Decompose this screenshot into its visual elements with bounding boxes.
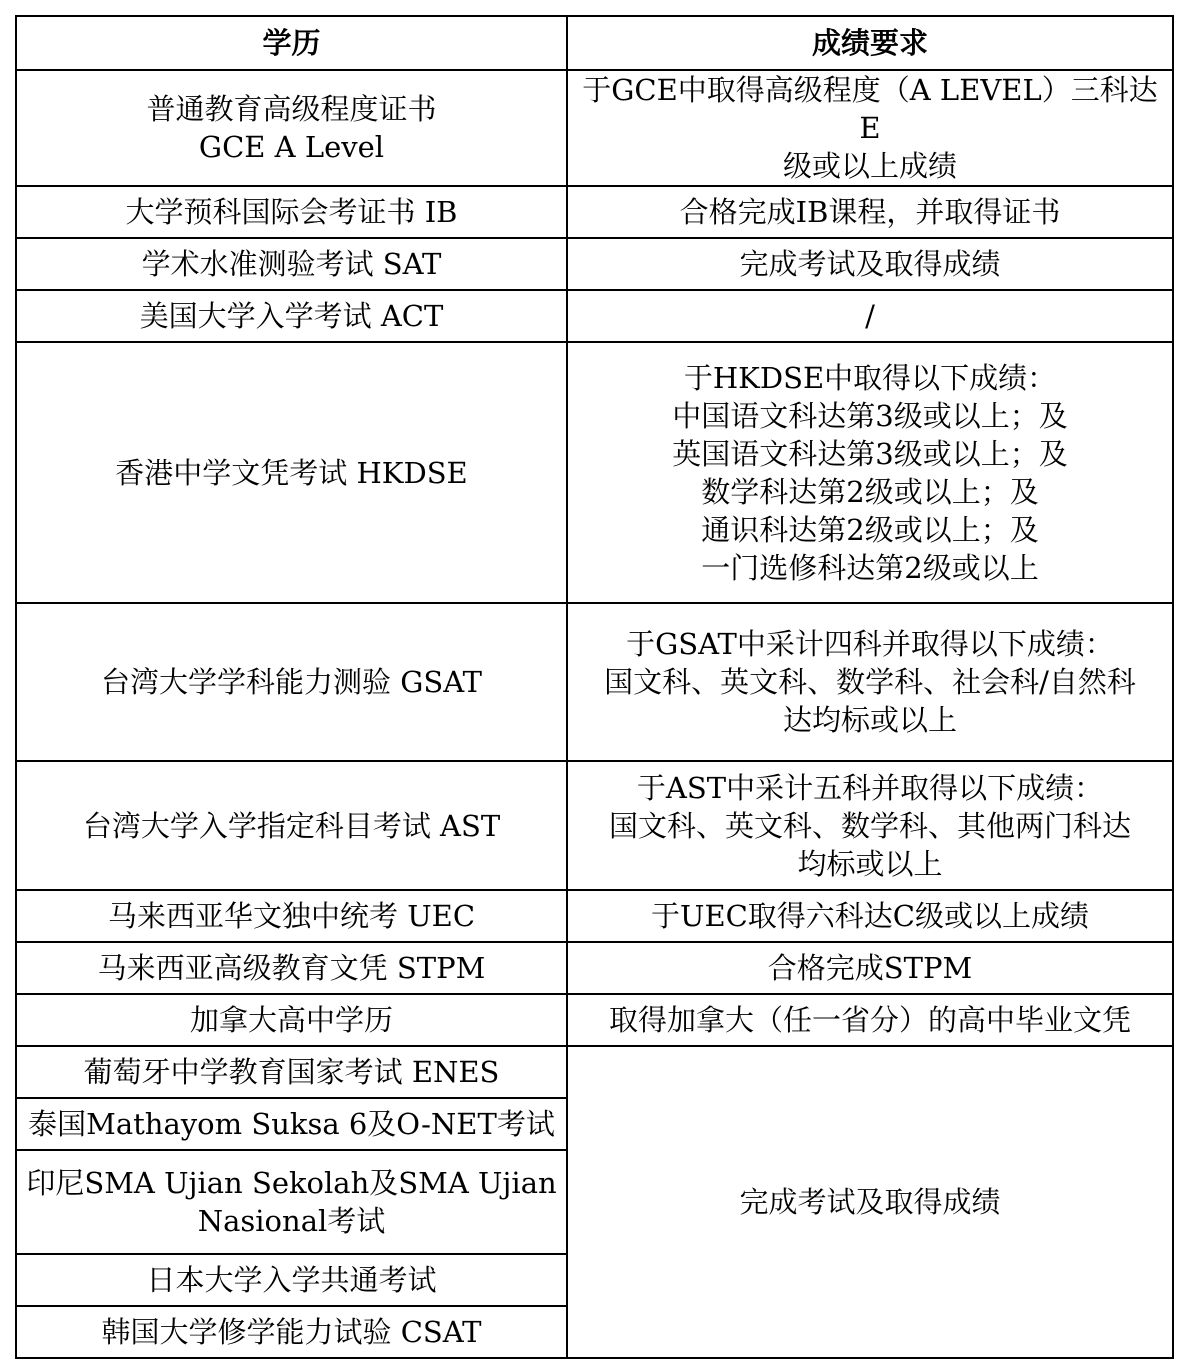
table-row bbox=[16, 942, 1173, 994]
qualification-cell: 台湾大学入学指定科目考试 AST bbox=[16, 761, 567, 890]
qualification-cell: 普通教育高级程度证书 GCE A Level bbox=[16, 70, 567, 186]
qualification-cell: 韩国大学修学能力试验 CSAT bbox=[16, 1306, 567, 1358]
requirement-cell: 于GCE中取得高级程度（A LEVEL）三科达E 级或以上成绩 bbox=[567, 70, 1173, 186]
table-row bbox=[16, 70, 1173, 186]
table-row bbox=[16, 1046, 1173, 1098]
qualification-cell: 加拿大高中学历 bbox=[16, 994, 567, 1046]
requirement-cell: 合格完成IB课程，并取得证书 bbox=[567, 186, 1173, 238]
requirement-cell: 于AST中采计五科并取得以下成绩： 国文科、英文科、数学科、其他两门科达 均标或以上 bbox=[567, 761, 1173, 890]
table-row bbox=[16, 761, 1173, 890]
qualification-cell: 大学预科国际会考证书 IB bbox=[16, 186, 567, 238]
requirement-cell: 取得加拿大（任一省分）的高中毕业文凭 bbox=[567, 994, 1173, 1046]
requirement-cell: 合格完成STPM bbox=[567, 942, 1173, 994]
requirement-cell: 于UEC取得六科达C级或以上成绩 bbox=[567, 890, 1173, 942]
table-header-row bbox=[16, 16, 1173, 70]
requirement-cell: / bbox=[567, 290, 1173, 342]
qualification-cell: 马来西亚高级教育文凭 STPM bbox=[16, 942, 567, 994]
table-row bbox=[16, 290, 1173, 342]
table-row bbox=[16, 186, 1173, 238]
header-qualification: 学历 bbox=[16, 16, 567, 70]
requirement-cell: 完成考试及取得成绩 bbox=[567, 238, 1173, 290]
qualification-cell: 泰国Mathayom Suksa 6及O-NET考试 bbox=[16, 1098, 567, 1150]
qualification-cell: 台湾大学学科能力测验 GSAT bbox=[16, 603, 567, 761]
qualification-cell: 马来西亚华文独中统考 UEC bbox=[16, 890, 567, 942]
table-row bbox=[16, 994, 1173, 1046]
header-requirement: 成绩要求 bbox=[567, 16, 1173, 70]
qualification-cell: 学术水准测验考试 SAT bbox=[16, 238, 567, 290]
table-row bbox=[16, 603, 1173, 761]
qualification-cell: 香港中学文凭考试 HKDSE bbox=[16, 342, 567, 603]
requirement-cell-merged: 完成考试及取得成绩 bbox=[567, 1046, 1173, 1358]
qualification-cell: 日本大学入学共通考试 bbox=[16, 1254, 567, 1306]
qualification-cell: 葡萄牙中学教育国家考试 ENES bbox=[16, 1046, 567, 1098]
admission-requirements-table bbox=[15, 15, 1174, 1359]
table-row bbox=[16, 342, 1173, 603]
requirement-cell: 于GSAT中采计四科并取得以下成绩： 国文科、英文科、数学科、社会科/自然科 达均标或以上 bbox=[567, 603, 1173, 761]
qualification-cell: 印尼SMA Ujian Sekolah及SMA Ujian Nasional考试 bbox=[16, 1150, 567, 1254]
table-row bbox=[16, 238, 1173, 290]
qualification-cell: 美国大学入学考试 ACT bbox=[16, 290, 567, 342]
table-row bbox=[16, 890, 1173, 942]
requirement-cell: 于HKDSE中取得以下成绩： 中国语文科达第3级或以上；及 英国语文科达第3级或以上；及 数学科达第2级或以上；及 通识科达第2级或以上；及 一门选修科达第2级或以上 bbox=[567, 342, 1173, 603]
